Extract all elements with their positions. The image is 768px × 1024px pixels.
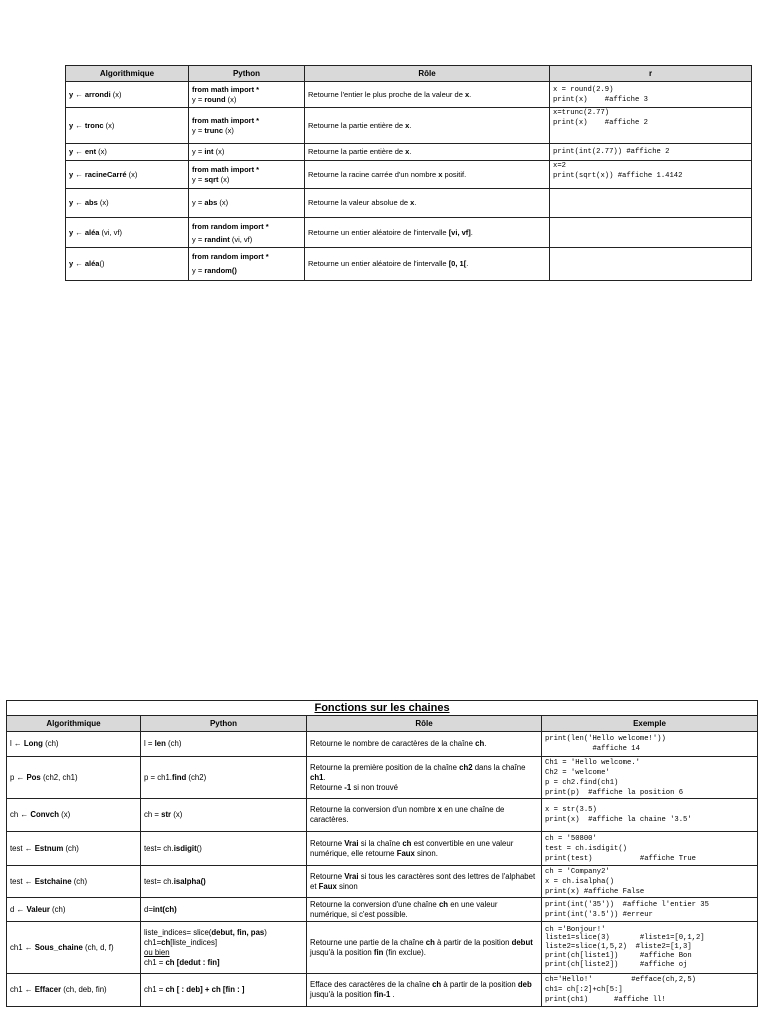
table-row	[66, 161, 752, 189]
col-header: r	[550, 66, 752, 82]
algo-cell: y ← aléa()	[66, 248, 189, 281]
role-cell: Retourne un entier aléatoire de l'intervalle [vi, vf].	[305, 218, 550, 248]
example-cell: x = str(3.5) print(x) #affiche la chaine '3.5'	[542, 799, 758, 832]
algo-cell: test ← Estnum (ch)	[7, 832, 141, 866]
table-row	[7, 832, 758, 866]
algo-cell: d ← Valeur (ch)	[7, 898, 141, 922]
col-header: Python	[189, 66, 305, 82]
python-cell: from random import * y = random()	[189, 248, 305, 281]
example-cell: ch ='Bonjour!' liste1=slice(3) #liste1=[0,1,2] liste2=slice(1,5,2) #liste2=[1,3] print(ch[liste1]) #affiche Bon print(ch[liste2]) #affiche oj	[542, 922, 758, 974]
table-row	[66, 144, 752, 161]
python-cell: y = int (x)	[189, 144, 305, 161]
example-cell: ch='Hello!' #efface(ch,2,5) ch1= ch[:2]+ch[5:] print(ch1) #affiche ll!	[542, 974, 758, 1007]
role-cell: Retourne la partie entière de x.	[305, 144, 550, 161]
example-cell	[550, 248, 752, 281]
algo-cell: y ← racineCarré (x)	[66, 161, 189, 189]
python-cell: from math import * y = round (x)	[189, 82, 305, 108]
example-cell: ch = 'Company2' x = ch.isalpha() print(x) #affiche False	[542, 866, 758, 898]
role-cell: Retourne la partie entière de x.	[305, 108, 550, 144]
role-cell: Retourne la conversion d'une chaîne ch en une valeur numérique, si c'est possible.	[307, 898, 542, 922]
col-header: Algorithmique	[7, 716, 141, 732]
table-row	[7, 732, 758, 757]
python-cell: p = ch1.find (ch2)	[141, 757, 307, 799]
role-cell: Retourne une partie de la chaîne ch à partir de la position debut jusqu'à la position fin (fin exclue).	[307, 922, 542, 974]
algo-cell: y ← arrondi (x)	[66, 82, 189, 108]
python-cell: liste_indices= slice(debut, fin, pas) ch1=ch[liste_indices] ou bien ch1 = ch [dedut : fin]	[141, 922, 307, 974]
algo-cell: y ← aléa (vi, vf)	[66, 218, 189, 248]
python-cell: y = abs (x)	[189, 189, 305, 218]
algo-cell: y ← abs (x)	[66, 189, 189, 218]
algo-cell: ch1 ← Effacer (ch, deb, fin)	[7, 974, 141, 1007]
col-header: Rôle	[305, 66, 550, 82]
role-cell: Retourne la première position de la chaîne ch2 dans la chaîne ch1. Retourne -1 si non trouvé	[307, 757, 542, 799]
example-cell: Ch1 = 'Hello welcome.' Ch2 = 'welcome' p = ch2.find(ch1) print(p) #affiche la position 6	[542, 757, 758, 799]
table-title: Fonctions sur les chaines	[314, 702, 450, 714]
python-cell: from math import * y = trunc (x)	[189, 108, 305, 144]
role-cell: Retourne Vrai si la chaîne ch est convertible en une valeur numérique, elle retourne Faux sinon.	[307, 832, 542, 866]
col-header: Python	[141, 716, 307, 732]
table-row	[66, 82, 752, 108]
role-cell: Retourne un entier aléatoire de l'intervalle [0, 1[.	[305, 248, 550, 281]
role-cell: Retourne la racine carrée d'un nombre x positif.	[305, 161, 550, 189]
algo-cell: p ← Pos (ch2, ch1)	[7, 757, 141, 799]
python-cell: ch = str (x)	[141, 799, 307, 832]
example-cell: ch = '50800' test = ch.isdigit() print(test) #affiche True	[542, 832, 758, 866]
example-cell: print(int('35')) #affiche l'entier 35 print(int('3.5')) #erreur	[542, 898, 758, 922]
python-cell: from random import * y = randint (vi, vf)	[189, 218, 305, 248]
example-cell: x = round(2.9) print(x) #affiche 3	[550, 82, 752, 108]
role-cell: Retourne Vrai si tous les caractères sont des lettres de l'alphabet et Faux sinon	[307, 866, 542, 898]
algo-cell: ch ← Convch (x)	[7, 799, 141, 832]
algo-cell: ch1 ← Sous_chaine (ch, d, f)	[7, 922, 141, 974]
col-header: Exemple	[542, 716, 758, 732]
python-cell: test= ch.isalpha()	[141, 866, 307, 898]
example-cell: x=trunc(2.77) print(x) #affiche 2	[550, 108, 752, 144]
table-row	[7, 799, 758, 832]
algo-cell: y ← tronc (x)	[66, 108, 189, 144]
example-cell: print(len('Hello welcome!')) #affiche 14	[542, 732, 758, 757]
python-cell: d=int(ch)	[141, 898, 307, 922]
col-header: Rôle	[307, 716, 542, 732]
algo-cell: test ← Estchaine (ch)	[7, 866, 141, 898]
role-cell: Retourne la valeur absolue de x.	[305, 189, 550, 218]
example-cell	[550, 218, 752, 248]
table-title-row	[7, 701, 758, 716]
math-functions-table	[65, 65, 752, 281]
table-header-row	[7, 716, 758, 732]
col-header: Algorithmique	[66, 66, 189, 82]
table-row	[7, 898, 758, 922]
example-cell	[550, 189, 752, 218]
table-row	[66, 189, 752, 218]
role-cell: Efface des caractères de la chaîne ch à partir de la position deb jusqu'à la position fin-1 .	[307, 974, 542, 1007]
table-row	[7, 757, 758, 799]
python-cell: test= ch.isdigit()	[141, 832, 307, 866]
algo-cell: y ← ent (x)	[66, 144, 189, 161]
table-row	[7, 922, 758, 974]
table-row	[66, 108, 752, 144]
role-cell: Retourne la conversion d'un nombre x en une chaîne de caractères.	[307, 799, 542, 832]
table-row	[7, 974, 758, 1007]
algo-cell: l ← Long (ch)	[7, 732, 141, 757]
table-header-row	[66, 66, 752, 82]
table-row	[66, 248, 752, 281]
python-cell: l = len (ch)	[141, 732, 307, 757]
example-cell: x=2 print(sqrt(x)) #affiche 1.4142	[550, 161, 752, 189]
table-row	[66, 218, 752, 248]
string-functions-table	[6, 700, 758, 1007]
role-cell: Retourne le nombre de caractères de la chaîne ch.	[307, 732, 542, 757]
table-row	[7, 866, 758, 898]
python-cell: from math import * y = sqrt (x)	[189, 161, 305, 189]
python-cell: ch1 = ch [ : deb] + ch [fin : ]	[141, 974, 307, 1007]
example-cell: print(int(2.77)) #affiche 2	[550, 144, 752, 161]
role-cell: Retourne l'entier le plus proche de la valeur de x.	[305, 82, 550, 108]
